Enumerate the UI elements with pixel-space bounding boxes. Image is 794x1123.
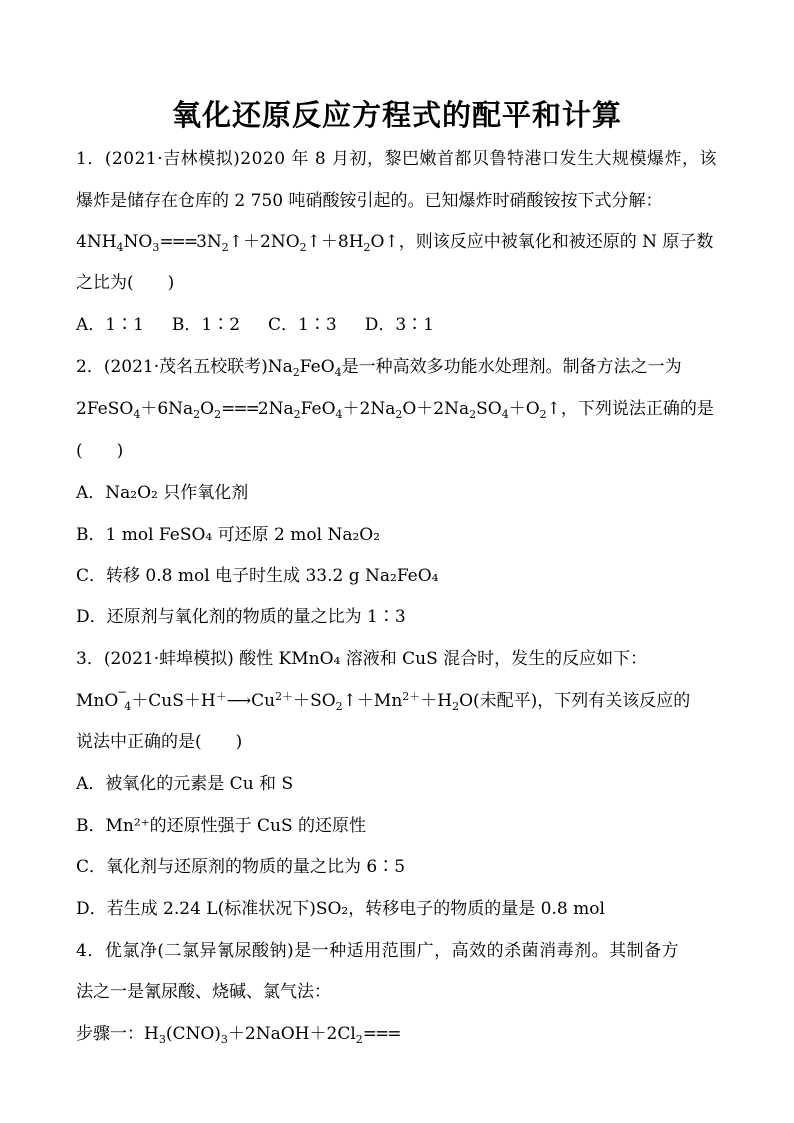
q1-line-1: 1．(2021·吉林模拟)2020 年 8 月初，黎巴嫩首都贝鲁特港口发生大规模爆炸，该 — [76, 149, 718, 169]
q4-equation: 步骤一：$H_3(CNO)_3+2NaOH+2Cl_2===$ — [76, 1024, 400, 1046]
q1-option-a: A．1∶1 — [76, 315, 144, 335]
q3-option-d: D．若生成 2.24 L(标准状况下)SO₂，转移电子的物质的量是 0.8 mol — [76, 899, 605, 919]
q3-option-c: C．氧化剂与还原剂的物质的量之比为 6∶5 — [76, 857, 406, 877]
q2-option-c: C．转移 0.8 mol 电子时生成 33.2 g Na₂FeO₄ — [76, 566, 439, 586]
q1-line-2: 爆炸是储存在仓库的 2 750 吨硝酸铵引起的。已知爆炸时硝酸铵按下式分解： — [76, 191, 663, 211]
q1-options — [76, 314, 736, 336]
q3-line-1: 3．(2021·蚌埠模拟) 酸性 KMnO₄ 溶液和 CuS 混合时，发生的反应如下： — [76, 649, 648, 669]
q2-option-a: A．Na₂O₂ 只作氧化剂 — [76, 483, 249, 503]
q4-line-1: 4．优氯净(二氯异氰尿酸钠)是一种适用范围广，高效的杀菌消毒剂。其制备方 — [76, 941, 680, 961]
page-title: 氧化还原反应方程式的配平和计算 — [171, 98, 622, 132]
q1-option-c: C．1∶3 — [268, 315, 337, 335]
q1-equation: $4NH_4NO_3===3N_2↑+2NO_2↑+8H_2O↑$，则该反应中被氧化和被还原的 N 原子数 — [76, 232, 714, 254]
q2-option-d: D．还原剂与氧化剂的物质的量之比为 1∶3 — [76, 607, 406, 627]
q4-step-one-label: 步骤一： — [76, 1024, 144, 1044]
q1-option-d: D．3∶1 — [364, 315, 434, 335]
q3-equation: MnO − $4+CuS+H^+⟶Cu^{2+}+SO_2↑+Mn^{2+}+H_2O$(未配平)，下列有关该反应的 — [76, 690, 736, 718]
q2-equation: $2FeSO_4+6Na_2O_2===2Na_2FeO_4+2Na_2O+2Na_2SO_4+O_2↑$，下列说法正确的是 — [76, 399, 714, 421]
q2-line-3: ( ) — [76, 441, 124, 461]
permanganate-ion: MnO − 4 — [76, 685, 132, 713]
q4-line-2: 法之一是氰尿酸、烧碱、氯气法： — [76, 982, 331, 1002]
q3-option-a: A．被氧化的元素是 Cu 和 S — [76, 774, 294, 794]
q2-line-1: 2．(2021·茂名五校联考)$Na_2FeO_4$是一种高效多功能水处理剂。制备方法之一为 — [76, 357, 682, 379]
q2-line-2-tail: ，下列说法正确的是 — [560, 399, 714, 419]
q1-option-b: B．1∶2 — [171, 315, 241, 335]
q3-line-2-tail: (未配平)，下列有关该反应的 — [473, 691, 691, 711]
q3-option-b: B．Mn²⁺的还原性强于 CuS 的还原性 — [76, 816, 367, 836]
q1-line-4: 之比为( ) — [76, 273, 175, 293]
q1-line-3-tail: ，则该反应中被氧化和被还原的 N 原子数 — [398, 232, 714, 252]
q2-option-b: B．1 mol FeSO₄ 可还原 2 mol Na₂O₂ — [76, 525, 381, 545]
q2-line-1-pre: 2．(2021·茂名五校联考)Na — [76, 357, 293, 377]
q2-line-1-post: 是一种高效多功能水处理剂。制备方法之一为 — [341, 357, 682, 377]
q3-line-3: 说法中正确的是( ) — [76, 732, 243, 752]
